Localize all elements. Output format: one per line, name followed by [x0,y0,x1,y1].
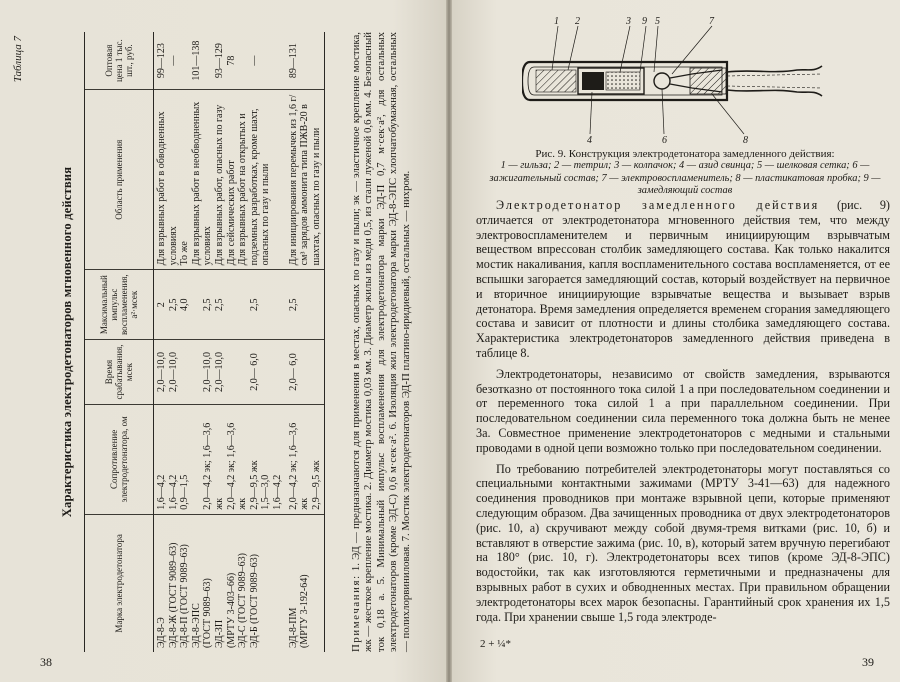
header-application: Область применения [85,90,154,270]
detonator-table [84,32,325,652]
cell-impulse: 2 2,5 4,0 2,5 2,5 2,5 [154,270,286,340]
table-row [286,32,325,652]
callout-1: 1 [554,16,559,27]
callout-6: 6 [662,135,667,144]
header-price: Оптовая цена 1 тыс. шт., руб. [85,32,154,90]
header-brand: Марка электродетонатора [85,514,154,652]
rotated-table-block [8,32,438,652]
cell-application: Для взрывных работ в обводненных условиях То же Для взрывных работ в необводненных условиях Для взрывных работ, опасных по газу Для сейсмических работ Для взрывных работ на открытых и подземных разработках, кроме шахт, опасных по газу и пыли [154,90,286,270]
notes-lead: Примечания: [350,574,362,652]
caption-legend: 1 — гильза; 2 — тетрил; 3 — колпачок; 4 — азид свинца; 5 — шелковая сетка; 6 — зажигательный состав; 7 — электровоспламенитель; 8 — пластикатовая пробка; 9 — замедляющий состав [489,160,881,197]
cell-resistance: 2,0—4,2 эк; 1,6—3,6 жк 2,9—9,5 жк [286,404,325,514]
callout-2: 2 [575,16,580,27]
notes-text: 1. ЭД — предназначаются для применения в местах, опасных по газу и пыли; эк — эластичное крепление мостика, жк — жесткое крепление мостика. 2. Диаметр мостика 0,03 мм. 3. Диаметр жилы из меди 0,5, из стали луженой 0,6 мм. 4. Безопасный ток 0,18 а. 5. Минимальный импульс воспламенения для электродетонатора марки ЭД-П 0,7 м·сек·а², для остальных электродетонаторов (кроме ЭД-С) 0,6 м·сек·а². 6. Изоляция жил электродетонатора марки ЭД-8-ЭПС хлопчатобумажная, остальных — полихлорвиниловая. 7. Мостик электродетонаторов ЭД-П платино-иридиевый, остальных — нихром. [350,32,412,652]
plug-shape [690,68,726,94]
figure-caption [480,148,890,198]
caption-title: Рис. 9. Конструкция электродетонатора замедленного действия: [535,148,835,160]
delay-composition-shape [606,72,640,90]
header-impulse: Максимальный импульс воспламенения, а²·мсек [85,270,154,340]
callout-8: 8 [743,135,748,144]
wire-2-shape [727,90,822,96]
callout-7: 7 [709,16,714,27]
callout-9: 9 [642,16,647,27]
wire-1-shape [727,66,822,72]
paragraph-text: (рис. 9) отличается от электродетонатора мгновенного действия тем, что между электровоспламенителем и первичным инициирующим взрывчатым веществом впрессован столбик замедляющего состава. Как только накалится мостик накаливания, капля воспламенительного состава воспламеняется, от ее вспышки загорается замедляющий состав, который воздействует на первичное и вторичное инициирующие взрывчатые вещества и вызывает взрыв детонатора. Время замедления определяется временем сгорания замедляющего состава и зависит от плотности и длины столбика замедляющего состава. Характеристика электродетонаторов замедленного действия приведена в таблице 8. [476,198,890,360]
table-label: Таблица 7 [12,36,24,83]
callout-4: 4 [587,135,592,144]
cell-brand: ЭД-8-ПМ (МРТУ 3-192-64) [286,514,325,652]
azide-shape [582,72,604,90]
table-header-row [85,32,154,652]
paragraph [476,198,890,361]
cell-price: 89—131 [286,32,325,90]
page-number-right: 39 [862,655,874,669]
right-page [452,0,900,682]
table-notes [350,32,412,652]
detonator-figure [522,14,852,144]
printer-signature: 2 + ¼* [480,638,511,650]
cell-brand: ЭД-8-Э ЭД-8-Ж (ГОСТ 9089–63) ЭД-8-П (ГОСТ 9089–63) ЭД-8-ЭПС (ГОСТ 9089–63) ЭД-ЗП (МРТУ 3-403–66) ЭД-С (ГОСТ 9089–63) ЭД-Б (ГОСТ 9089–63) [156,542,260,648]
table-title: Характеристика электродетонаторов мгновенного действия [60,166,74,518]
wire-twist-shape [727,74,822,88]
cell-time: 2,0— 6,0 [286,340,325,405]
callout-5: 5 [655,16,660,27]
cell-price: 99—123 — 101—138 93—129 78 — [154,32,286,90]
paragraph: Электродетонаторы, независимо от свойств замедления, взрываются безотказно от постоянного тока силой 1 а при последовательном соединении и от переменного тока силой 1 а при параллельном соединении. При последовательном соединении сила переменного тока должна быть не менее 3а. Совместное применение электродетонаторов с медными и стальными проводами в одной цепи возможно только при последовательном соединении. [476,366,890,455]
paragraph: По требованию потребителей электродетонаторы могут поставляться со специальными контактными зажимами (МРТУ 3-41—63) для надежного соединения проводников при монтаже взрывной цепи, которые применяют следующим образом. Два зачищенных проводника от двух электродетонаторов (рис. 10, а) скручивают между собой двумя-тремя витками (рис. 10, б) и вставляют в отверстие зажима (рис. 10, в), который затем вручную перегибают на 180° (рис. 10, г). Электродетонаторы всех типов (кроме ЭД-8-ЭПС) водостойки, так как изготовляются герметичными и предназначены для взрывных работ в сухих и обводненных местах. При правильном обращении электродетонаторы всех марок безопасны. Гарантийный срок хранения их 1,5 года. При хранении свыше 1,5 года электроде- [476,461,890,624]
page-number-left: 38 [40,655,52,669]
cell-application: Для инициирования перемычек из 1,6 г/см³ зарядов аммонита типа ПЖВ-20 в шахтах, опасных по газу и пыли [286,90,325,270]
header-time: Время срабатывания, мсек [85,340,154,405]
leader-lines-bottom [590,89,744,134]
cell-time: 2,0—10,0 2,0—10,0 2,0—10,0 2,0—10,0 2,0— 6,0 [154,340,286,405]
left-page [0,0,446,682]
igniter-head-shape [654,73,670,89]
header-resistance: Сопротивление электродетонатора, ом [85,404,154,514]
callout-3: 3 [626,16,631,27]
tetryl-shape [536,70,576,92]
cell-impulse: 2,5 [286,270,325,340]
cell-resistance: 1,6—4,2 1,6—4,2 0,9—1,5 2,0—4,2 эк; 1,6—3,6 жк 2,0—4,2 эк; 1,6—3,6 жк 2,9—9,5 жк 1,5—3,0 1,6—4,2 [154,404,286,514]
table-row [154,32,286,652]
body-text [476,198,890,624]
paragraph-lead: Электродетонатор замедленного действия [496,198,820,212]
